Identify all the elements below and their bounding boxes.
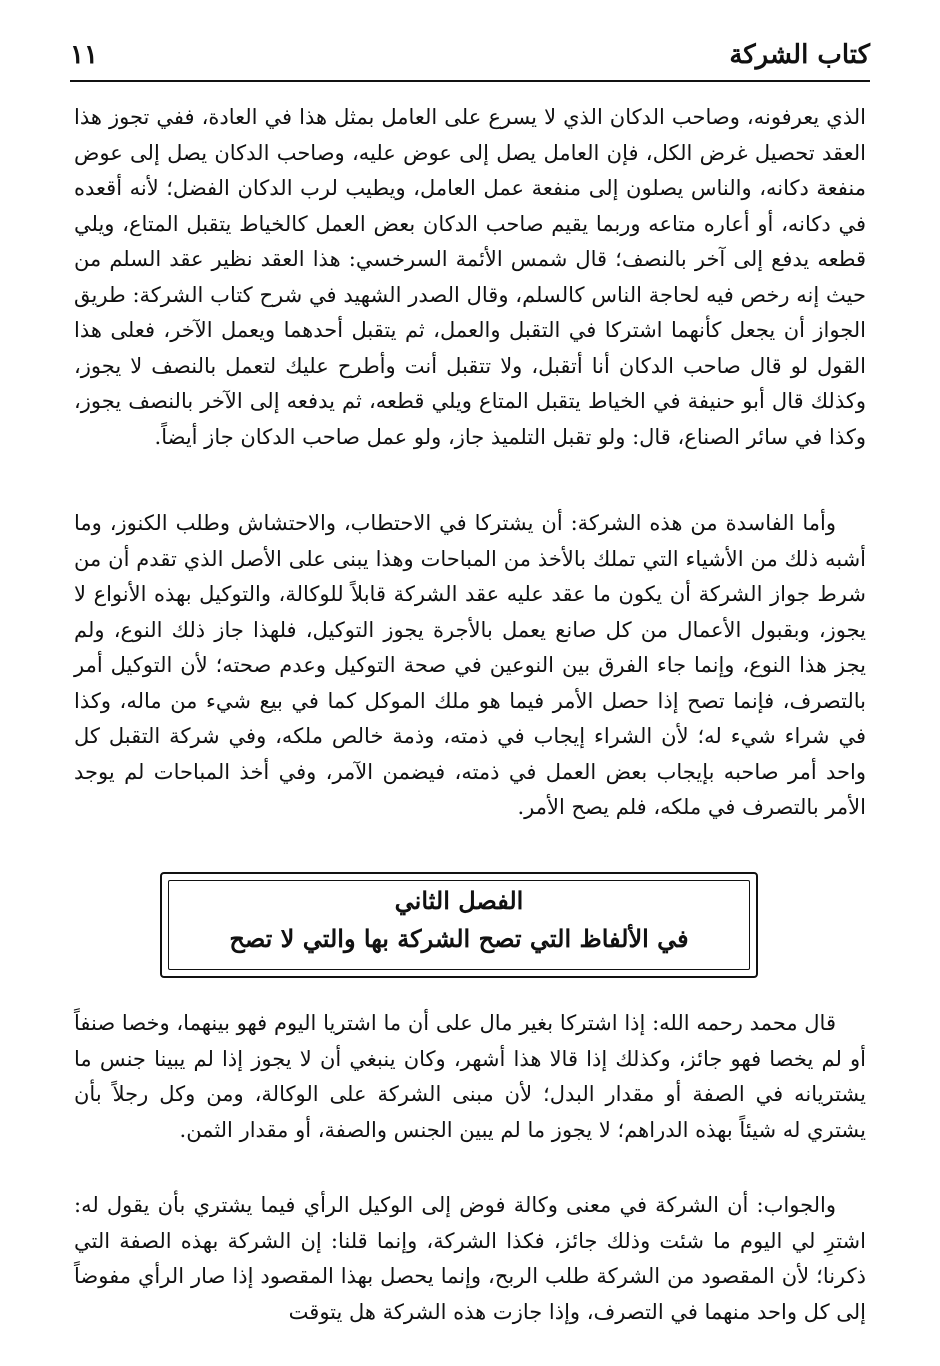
header-divider bbox=[70, 80, 870, 82]
page-header bbox=[70, 36, 870, 76]
body-paragraph-3: قال محمد رحمه الله: إذا اشتركا بغير مال على أن ما اشتريا اليوم فهو بينهما، وخصا صنفاً أو لم يخصا فهو جائز، وكذلك إذا قالا هذا أشهر، وكان ينبغي أن لا يجوز إذا لم يبينا جنس ما يشتريانه في الصفة أو مقدار البدل؛ لأن مبنى الشركة على الوكالة، ومن وكل رجلاً بأن يشتري له شيئاً بهذه الدراهم؛ لا يجوز ما لم يبين الجنس والصفة، أو مقدار الثمن. bbox=[74, 1011, 866, 1142]
page-number: ١١ bbox=[70, 40, 98, 70]
chapter-number: الفصل الثاني bbox=[394, 886, 524, 915]
chapter-title: في الألفاظ التي تصح الشركة بها والتي لا تصح bbox=[229, 924, 689, 953]
body-paragraph-1: الذي يعرفونه، وصاحب الدكان الذي لا يسرع على العامل بمثل هذا في العادة، ففي تجوز هذا العقد تحصيل غرض الكل، فإن العامل يصل إلى عوض عليه، وصاحب الدكان يصل إلى عوض منفعة دكانه، والناس يصلون إلى منفعة عمل العامل، ويطيب لرب الدكان الفضل؛ لأنه أقعده في دكانه، أو أعاره متاعه وربما يقيم صاحب الدكان بعض العمل كالخياط يتقبل المتاع، ويلي قطعه يدفع إلى آخر بالنصف؛ قال شمس الأئمة السرخسي: هذا العقد نظير عقد السلم من حيث إنه رخص فيه لحاجة الناس كالسلم، وقال الصدر الشهيد في شرح كتاب الشركة: طريق الجواز أن يجعل كأنهما اشتركا في التقبل والعمل، ثم يتقبل أحدهما ويعمل الآخر، فعلى هذا القول لو قال صاحب الدكان أنا أتقبل، ولا تتقبل أنت وأطرح عليك لتعمل بالنصف لا يجوز، وكذلك قال أبو حنيفة في الخياط يتقبل المتاع ويلي قطعه، ثم يدفعه إلى الآخر بالنصف يجوز، وكذا في سائر الصناع، قال: ولو تقبل التلميذ جاز، ولو عمل صاحب الدكان جاز أيضاً. bbox=[74, 105, 866, 449]
body-paragraph-2: وأما الفاسدة من هذه الشركة: أن يشتركا في الاحتطاب، والاحتشاش وطلب الكنوز، وما أشبه ذلك من الأشياء التي تملك بالأخذ من المباحات وهذا يبنى على الأصل الذي تقدم أن من شرط جواز الشركة أن يكون ما عقد عليه عقد الشركة قابلاً للوكالة، والتوكيل بهذه الأنواع لا يجوز، وبقبول الأعمال من كل صانع يعمل بالأجرة يجوز التوكيل، فلهذا جاز ذلك النوع، ولم يجز هذا النوع، وإنما جاء الفرق بين النوعين في صحة التوكيل وعدم صحته؛ لأن التوكيل أمر بالتصرف، فإنما تصح إذا حصل الأمر فيما هو ملك الموكل كما في بيع شيء من ماله، وكذا في شراء شيء له؛ لأن الشراء إيجاب في ذمته، وذمة خالص ملكه، وفي شركة التقبل كل واحد أمر صاحبه بإيجاب بعض العمل في ذمته، فيضمن الآمر، وفي أخذ المباحات لم يوجد الأمر بالتصرف في ملكه، فلم يصح الأمر. bbox=[74, 511, 866, 819]
book-title: كتاب الشركة bbox=[729, 40, 870, 70]
chapter-heading-box bbox=[160, 872, 758, 978]
body-paragraph-4: والجواب: أن الشركة في معنى وكالة فوض إلى الوكيل الرأي فيما يشتري بأن يقول له: اشترِ لي اليوم ما شئت وذلك جائز، فكذا الشركة، وإنما قلنا: إن الشركة بهذه الصفة التي ذكرنا؛ لأن المقصود من الشركة طلب الربح، وإنما يحصل بهذا المقصود إذا صار الرأي مفوضاً إلى كل واحد منهما في التصرف، وإذا جازت هذه الشركة هل يتوقت bbox=[74, 1193, 866, 1324]
